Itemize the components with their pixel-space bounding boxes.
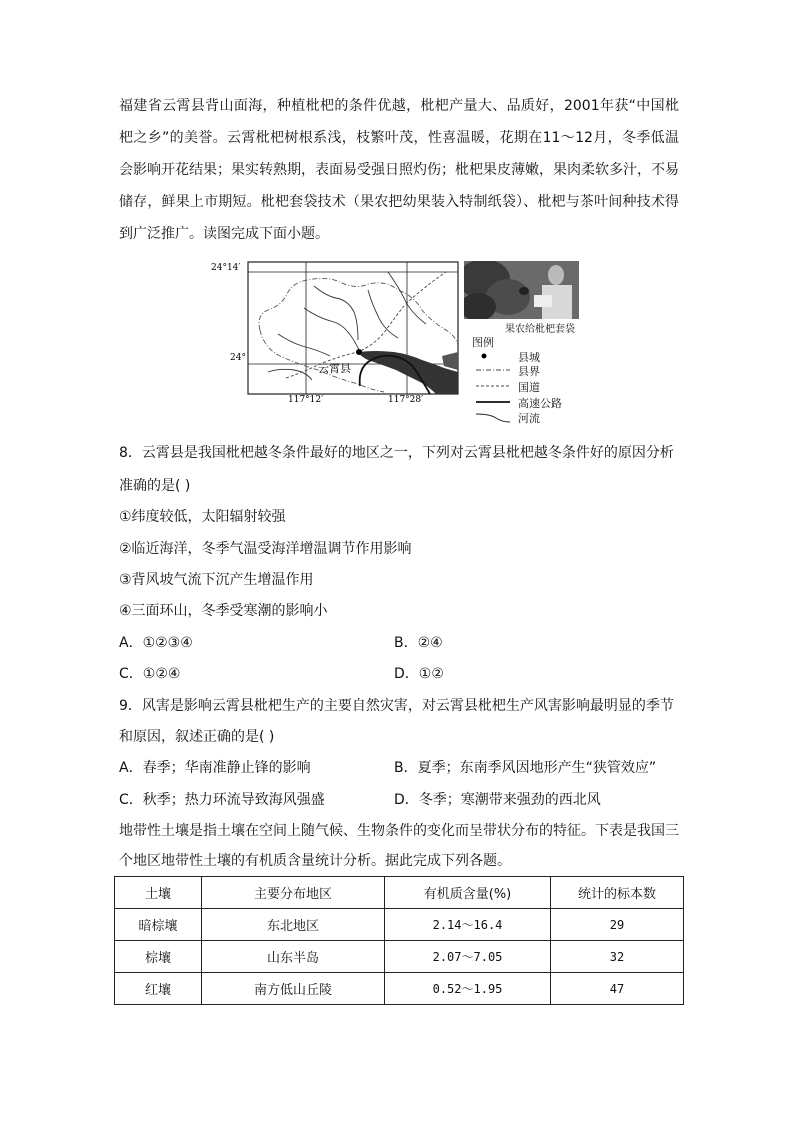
q9-option-a: A．春季；华南准静止锋的影响 [119, 760, 311, 776]
table-cell: 红壤 [115, 973, 202, 1005]
table-cell: 32 [551, 941, 684, 973]
q8-item-3: ③背风坡气流下沉产生增温作用 [119, 572, 314, 588]
table-cell: 山东半岛 [202, 941, 385, 973]
lon-left-label: 117°12′ [288, 395, 324, 402]
table-cell: 暗棕壤 [115, 909, 202, 941]
table-header: 统计的标本数 [551, 877, 684, 909]
q9-option-c: C．秋季；热力环流导致海风强盛 [119, 792, 325, 808]
table-cell: 0.52～1.95 [385, 973, 551, 1005]
soil-intro-line2: 个地区地带性土壤的有机质含量统计分析。据此完成下列各题。 [119, 853, 511, 869]
soil-table [114, 876, 684, 1005]
q8-stem-line2: 准确的是( ) [119, 478, 191, 494]
table-header: 有机质含量(%) [385, 877, 551, 909]
table-header-row [115, 877, 684, 909]
q8-option-c: C．①②④ [119, 666, 181, 682]
photo-caption: 果农给枇杷套袋 [505, 324, 575, 335]
q8-item-1: ①纬度较低，太阳辐射较强 [119, 509, 286, 525]
q8-option-b: B．②④ [394, 635, 443, 651]
q9-option-d: D．冬季；寒潮带来强劲的西北风 [394, 792, 601, 808]
table-row [115, 941, 684, 973]
county-town-dot [356, 349, 362, 355]
intro-paragraph: 福建省云霄县背山面海，种植枇杷的条件优越，枇杷产量大、品质好，2001年获“中国枇杷之乡”的美誉。云霄枇杷树根系浅，枝繁叶茂，性喜温暖，花期在11～12月，冬季低温会影响开花结果；果实转熟期，表面易受强日照灼伤；枇杷果皮薄嫩，果肉柔软多汁，不易储存，鲜果上市期短。枇杷套袋技术（果农把幼果装入特制纸袋）、枇杷与茶叶间种技术得到广泛推广。读图完成下面小题。 [119, 98, 679, 242]
dash-dot-line-icon [476, 363, 512, 377]
table-cell: 47 [551, 973, 684, 1005]
table-cell: 南方低山丘陵 [202, 973, 385, 1005]
county-label: 云霄县 [318, 362, 351, 375]
soil-intro-line1: 地带性土壤是指土壤在空间上随气候、生物条件的变化而呈带状分布的特征。下表是我国三 [119, 823, 679, 839]
table-cell: 2.07～7.05 [385, 941, 551, 973]
solid-line-icon [476, 395, 512, 409]
farmer-bagging-photo [464, 261, 579, 319]
q8-item-2: ②临近海洋，冬季气温受海洋增温调节作用影响 [119, 541, 412, 557]
q8-option-a: A．①②③④ [119, 635, 193, 651]
q8-item-4: ④三面环山，冬季受寒潮的影响小 [119, 603, 328, 619]
legend-item-national-road: 国道 [476, 379, 588, 393]
table-row [115, 973, 684, 1005]
legend-item-county-town: 县城 [476, 349, 588, 363]
q8-stem-line1: 8．云霄县是我国枇杷越冬条件最好的地区之一，下列对云霄县枇杷越冬条件好的原因分析 [119, 445, 674, 461]
table-cell: 2.14～16.4 [385, 909, 551, 941]
legend-item-county-boundary: 县界 [476, 363, 588, 377]
lat-mid-label: 24° [230, 353, 246, 363]
table-row [115, 909, 684, 941]
lat-top-label: 24°14′ [211, 263, 241, 273]
table-cell: 棕壤 [115, 941, 202, 973]
table-cell: 29 [551, 909, 684, 941]
legend-item-highway: 高速公路 [476, 395, 588, 409]
q8-option-d: D．①② [394, 666, 444, 682]
dashed-line-icon [476, 379, 512, 393]
lon-right-label: 117°28′ [388, 395, 424, 402]
legend-title: 图例 [472, 336, 494, 349]
yunxiao-map [208, 260, 468, 402]
table-header: 土壤 [115, 877, 202, 909]
q9-stem-line2: 和原因，叙述正确的是( ) [119, 729, 275, 745]
table-cell: 东北地区 [202, 909, 385, 941]
map-figure [208, 260, 588, 425]
q9-option-b: B．夏季；东南季风因地形产生“狭管效应” [394, 760, 657, 776]
legend-item-river: 河流 [476, 410, 588, 424]
table-header: 主要分布地区 [202, 877, 385, 909]
river-icon [476, 410, 512, 424]
q9-stem-line1: 9．风害是影响云霄县枇杷生产的主要自然灾害，对云霄县枇杷生产风害影响最明显的季节 [119, 698, 674, 714]
dot-icon [476, 349, 512, 363]
